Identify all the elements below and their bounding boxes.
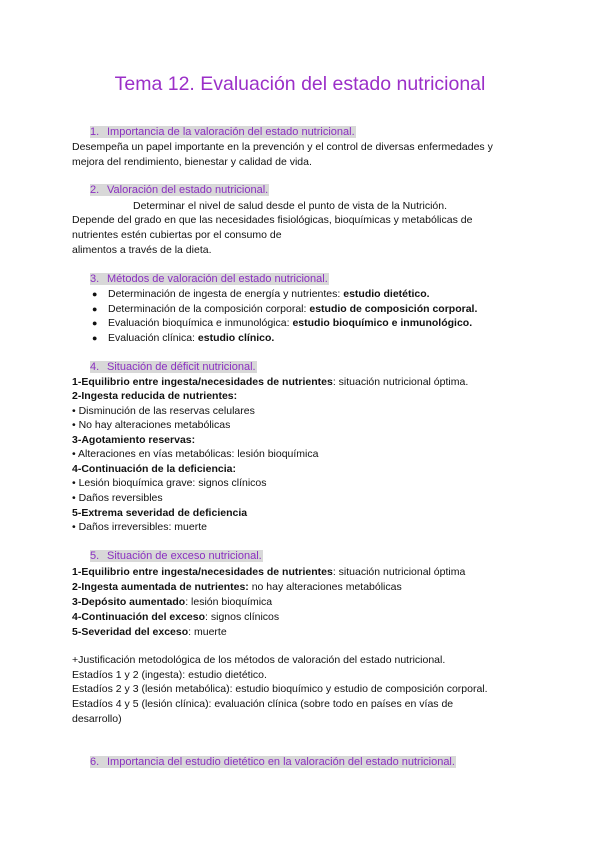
- section-number: 2.: [90, 184, 100, 196]
- paragraph-line: 2-Ingesta aumentada de nutrientes: no hay alteraciones metabólicas: [72, 581, 402, 593]
- paragraph-line: nutrientes estén cubiertas por el consumo de: [72, 229, 282, 241]
- section-number: 3.: [90, 273, 100, 285]
- paragraph-line: • No hay alteraciones metabólicas: [72, 419, 231, 431]
- paragraph-line: 5-Severidad del exceso: muerte: [72, 626, 227, 638]
- section-number: 5.: [90, 550, 100, 562]
- paragraph-line: +Justificación metodológica de los métodos de valoración del estado nutricional.: [72, 654, 446, 666]
- section-number: 1.: [90, 126, 100, 138]
- section-heading-5: [90, 549, 263, 563]
- section-number: 4.: [90, 361, 100, 373]
- bullet-icon: ●: [92, 333, 98, 343]
- section-title: Importancia de la valoración del estado nutricional.: [107, 126, 355, 138]
- section-title: Situación de déficit nutricional.: [107, 361, 256, 373]
- paragraph-line: 3-Agotamiento reservas:: [72, 434, 196, 446]
- paragraph-line: Desempeña un papel importante en la prevención y el control de diversas enfermedades y: [72, 141, 493, 153]
- section-heading-2: [90, 183, 269, 197]
- section-title: Situación de exceso nutricional.: [107, 550, 262, 562]
- paragraph-line: Determinar el nivel de salud desde el punto de vista de la Nutrición.: [133, 200, 448, 212]
- paragraph-line: Estadíos 4 y 5 (lesión clínica): evaluación clínica (sobre todo en países en vías de: [72, 698, 454, 710]
- paragraph-line: • Disminución de las reservas celulares: [72, 405, 255, 417]
- paragraph-line: Estadíos 1 y 2 (ingesta): estudio dietético.: [72, 669, 267, 681]
- section-number: 6.: [90, 756, 100, 768]
- paragraph-line: alimentos a través de la dieta.: [72, 244, 212, 256]
- section-title: Importancia del estudio dietético en la valoración del estado nutricional.: [107, 756, 455, 768]
- paragraph-line: 1-Equilibrio entre ingesta/necesidades de nutrientes: situación nutricional óptima.: [72, 376, 469, 388]
- list-item: Evaluación clínica: estudio clínico.: [108, 332, 275, 344]
- bullet-icon: ●: [92, 289, 98, 299]
- section-heading-1: [90, 125, 356, 139]
- paragraph-line: • Lesión bioquímica grave: signos clínicos: [72, 477, 267, 489]
- paragraph-line: 2-Ingesta reducida de nutrientes:: [72, 390, 238, 402]
- paragraph-line: desarrollo): [72, 713, 122, 725]
- paragraph-line: 5-Extrema severidad de deficiencia: [72, 507, 248, 519]
- list-item: Evaluación bioquímica e inmunológica: estudio bioquímico e inmunológico.: [108, 317, 473, 329]
- paragraph-line: mejora del rendimiento, bienestar y calidad de vida.: [72, 156, 312, 168]
- bullet-icon: ●: [92, 318, 98, 328]
- bullet-icon: ●: [92, 304, 98, 314]
- paragraph-line: Depende del grado en que las necesidades fisiológicas, bioquímicas y metabólicas de: [72, 214, 473, 226]
- list-item: Determinación de ingesta de energía y nutrientes: estudio dietético.: [108, 288, 430, 300]
- section-title: Métodos de valoración del estado nutricional.: [107, 273, 328, 285]
- section-heading-4: [90, 360, 257, 374]
- paragraph-line: • Alteraciones en vías metabólicas: lesión bioquímica: [72, 448, 319, 460]
- section-heading-3: [90, 272, 329, 286]
- page-title: Tema 12. Evaluación del estado nutricional: [114, 73, 486, 95]
- paragraph-line: Estadíos 2 y 3 (lesión metabólica): estudio bioquímico y estudio de composición corporal.: [72, 683, 488, 695]
- paragraph-line: 3-Depósito aumentado: lesión bioquímica: [72, 596, 273, 608]
- list-item: Determinación de la composición corporal: estudio de composición corporal.: [108, 303, 478, 315]
- paragraph-line: 4-Continuación de la deficiencia:: [72, 463, 236, 475]
- section-title: Valoración del estado nutricional.: [107, 184, 269, 196]
- paragraph-line: 1-Equilibrio entre ingesta/necesidades de nutrientes: situación nutricional óptima: [72, 566, 466, 578]
- paragraph-line: 4-Continuación del exceso: signos clínicos: [72, 611, 280, 623]
- section-heading-6: [90, 755, 456, 769]
- paragraph-line: • Daños irreversibles: muerte: [72, 521, 207, 533]
- paragraph-line: • Daños reversibles: [72, 492, 163, 504]
